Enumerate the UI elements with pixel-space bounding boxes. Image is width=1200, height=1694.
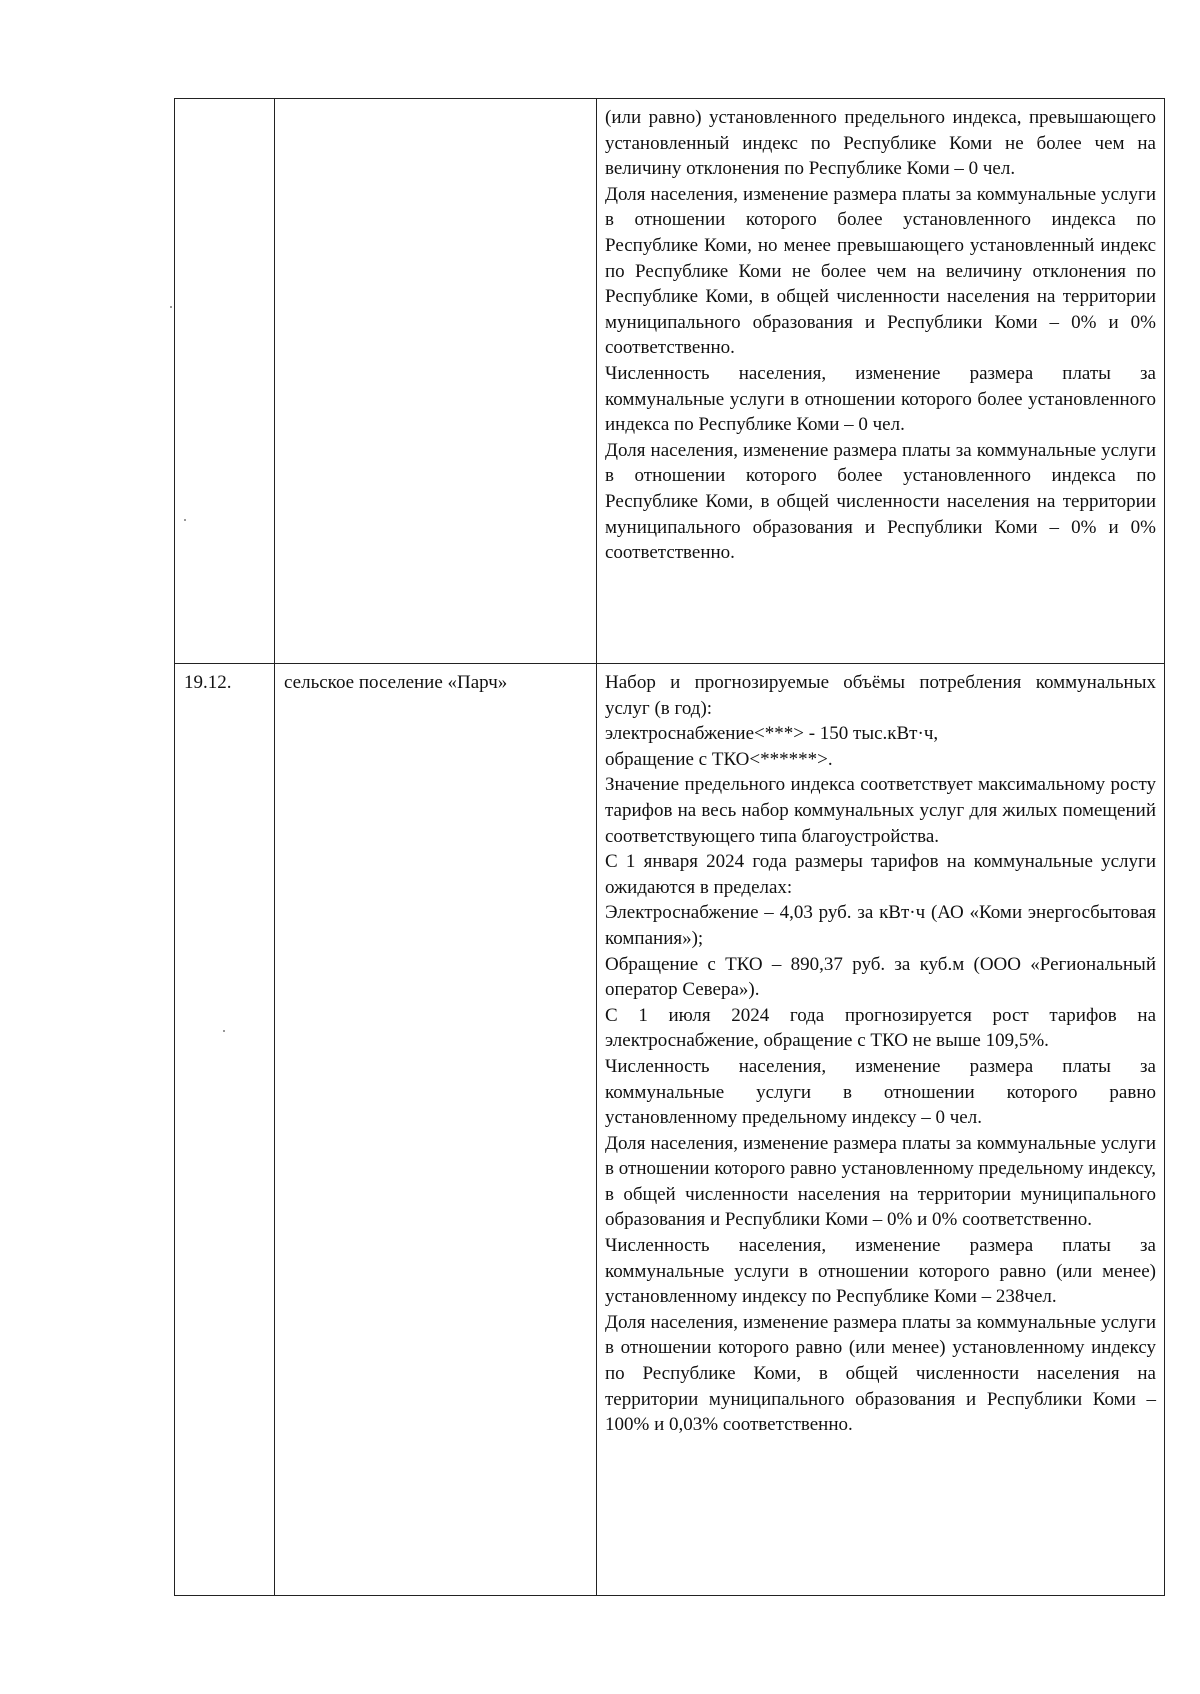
row-number-cell: 19.12. (175, 664, 275, 1596)
municipality-name-cell (275, 99, 597, 664)
content-paragraph: Доля населения, изменение размера платы за коммунальные услуги в отношении которого равно (или менее) установленному индексу по Республике Коми, в общей численности населения на территории муниципального образования и Республики Коми – 100% и 0,03% соответственно. (605, 1311, 1156, 1436)
row-content-cell (597, 664, 1165, 1596)
content-paragraph: Доля населения, изменение размера платы за коммунальные услуги в отношении которого более установленного индекса по Республике Коми, но менее превышающего установленный индекс по Республике Коми не более чем на величину отклонения по Республике Коми, в общей численности населения на территории муниципального образования и Республики Коми – 0% и 0% соответственно. (605, 183, 1156, 359)
content-paragraph: Доля населения, изменение размера платы за коммунальные услуги в отношении которого более установленного индекса по Республике Коми, в общей численности населения на территории муниципального образования и Республики Коми – 0% и 0% соответственно. (605, 439, 1156, 564)
content-paragraph: Численность населения, изменение размера платы за коммунальные услуги в отношении которого равно установленному предельному индексу – 0 чел. (605, 1055, 1156, 1129)
tariff-table (174, 98, 1165, 1596)
scan-speck (170, 306, 172, 308)
content-paragraph: Доля населения, изменение размера платы за коммунальные услуги в отношении которого равно установленному предельному индексу, в общей численности населения на территории муниципального образования и Республики Коми – 0% и 0% соответственно. (605, 1132, 1156, 1231)
content-paragraph: электроснабжение<***> - 150 тыс.кВт·ч, (605, 723, 939, 745)
table-row (175, 99, 1165, 664)
content-paragraph: Обращение с ТКО – 890,37 руб. за куб.м (ООО «Региональный оператор Севера»). (605, 953, 1156, 1001)
content-paragraph: Значение предельного индекса соответствует максимальному росту тарифов на весь набор коммунальных услуг для жилых помещений соответствующего типа благоустройства. (605, 774, 1156, 847)
content-paragraph: С 1 июля 2024 года прогнозируется рост тарифов на электроснабжение, обращение с ТКО не выше 109,5%. (605, 1004, 1156, 1052)
content-paragraph: Электроснабжение – 4,03 руб. за кВт·ч (АО «Коми энергосбытовая компания»); (605, 902, 1156, 949)
content-paragraph: обращение с ТКО<******>. (605, 748, 833, 770)
content-paragraph: С 1 января 2024 года размеры тарифов на коммунальные услуги ожидаются в пределах: (605, 851, 1156, 898)
content-paragraph: Набор и прогнозируемые объёмы потребления коммунальных услуг (в год): (605, 672, 1156, 719)
municipality-name-cell: сельское поселение «Парч» (275, 664, 597, 1596)
row-number-cell (175, 99, 275, 664)
row-content-cell (597, 99, 1165, 664)
content-paragraph: Численность населения, изменение размера платы за коммунальные услуги в отношении которого более установленного индекса по Республике Коми – 0 чел. (605, 362, 1156, 436)
table-row (175, 664, 1165, 1596)
content-paragraph: Численность населения, изменение размера платы за коммунальные услуги в отношении которого равно (или менее) установленному индексу по Республике Коми – 238чел. (605, 1235, 1156, 1308)
content-paragraph: (или равно) установленного предельного индекса, превышающего установленный индекс по Республике Коми не более чем на величину отклонения по Республике Коми – 0 чел. (605, 107, 1156, 180)
